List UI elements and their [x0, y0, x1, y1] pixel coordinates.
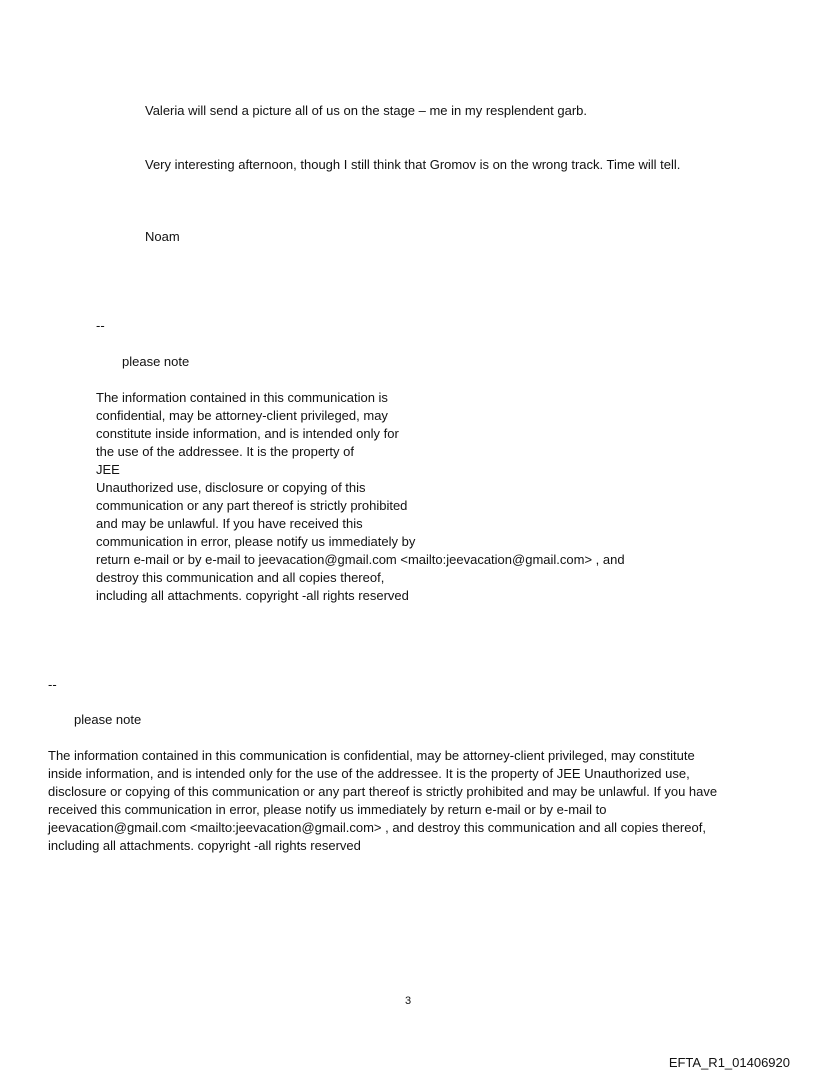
inner-disclaimer-line: Unauthorized use, disclosure or copying of this	[96, 480, 366, 495]
outer-disclaimer-line: received this communication in error, please notify us immediately by return e-mail or by e-mail to	[48, 802, 607, 817]
inner-disclaimer-line: destroy this communication and all copies thereof,	[96, 570, 385, 585]
inner-disclaimer-line: return e-mail or by e-mail to jeevacation@gmail.com <mailto:jeevacation@gmail.com> , and	[96, 552, 625, 567]
outer-disclaimer	[48, 747, 717, 855]
inner-disclaimer-line: the use of the addressee. It is the property of	[96, 444, 354, 459]
outer-disclaimer-line: The information contained in this communication is confidential, may be attorney-client privileged, may constitute	[48, 748, 695, 763]
inner-disclaimer	[96, 389, 625, 605]
inner-separator: --	[96, 318, 105, 333]
inner-disclaimer-line: communication in error, please notify us immediately by	[96, 534, 416, 549]
inner-disclaimer-line: constitute inside information, and is intended only for	[96, 426, 399, 441]
inner-please-note: please note	[122, 354, 190, 369]
inner-disclaimer-line: including all attachments. copyright -all rights reserved	[96, 588, 409, 603]
outer-disclaimer-line: including all attachments. copyright -all rights reserved	[48, 838, 361, 853]
outer-disclaimer-line: inside information, and is intended only for the use of the addressee. It is the property of JEE Unauthorized use,	[48, 766, 690, 781]
outer-disclaimer-line: jeevacation@gmail.com <mailto:jeevacation@gmail.com> , and destroy this communication and all copies thereof,	[48, 820, 706, 835]
message-line-2: Very interesting afternoon, though I still think that Gromov is on the wrong track. Time will tell.	[145, 157, 681, 172]
signature: Noam	[145, 229, 180, 244]
inner-disclaimer-line: confidential, may be attorney-client privileged, may	[96, 408, 388, 423]
inner-disclaimer-line: The information contained in this communication is	[96, 390, 388, 405]
page-number: 3	[404, 995, 412, 1007]
inner-disclaimer-line: communication or any part thereof is strictly prohibited	[96, 498, 408, 513]
inner-disclaimer-line: JEE	[96, 462, 120, 477]
outer-separator: --	[48, 677, 57, 692]
inner-disclaimer-line: and may be unlawful. If you have received this	[96, 516, 363, 531]
message-line-1: Valeria will send a picture all of us on the stage – me in my resplendent garb.	[145, 103, 587, 118]
bates-id: EFTA_R1_01406920	[668, 1055, 790, 1070]
outer-please-note: please note	[74, 712, 142, 727]
outer-disclaimer-line: disclosure or copying of this communication or any part thereof is strictly prohibited and may be unlawful. If you have	[48, 784, 718, 799]
